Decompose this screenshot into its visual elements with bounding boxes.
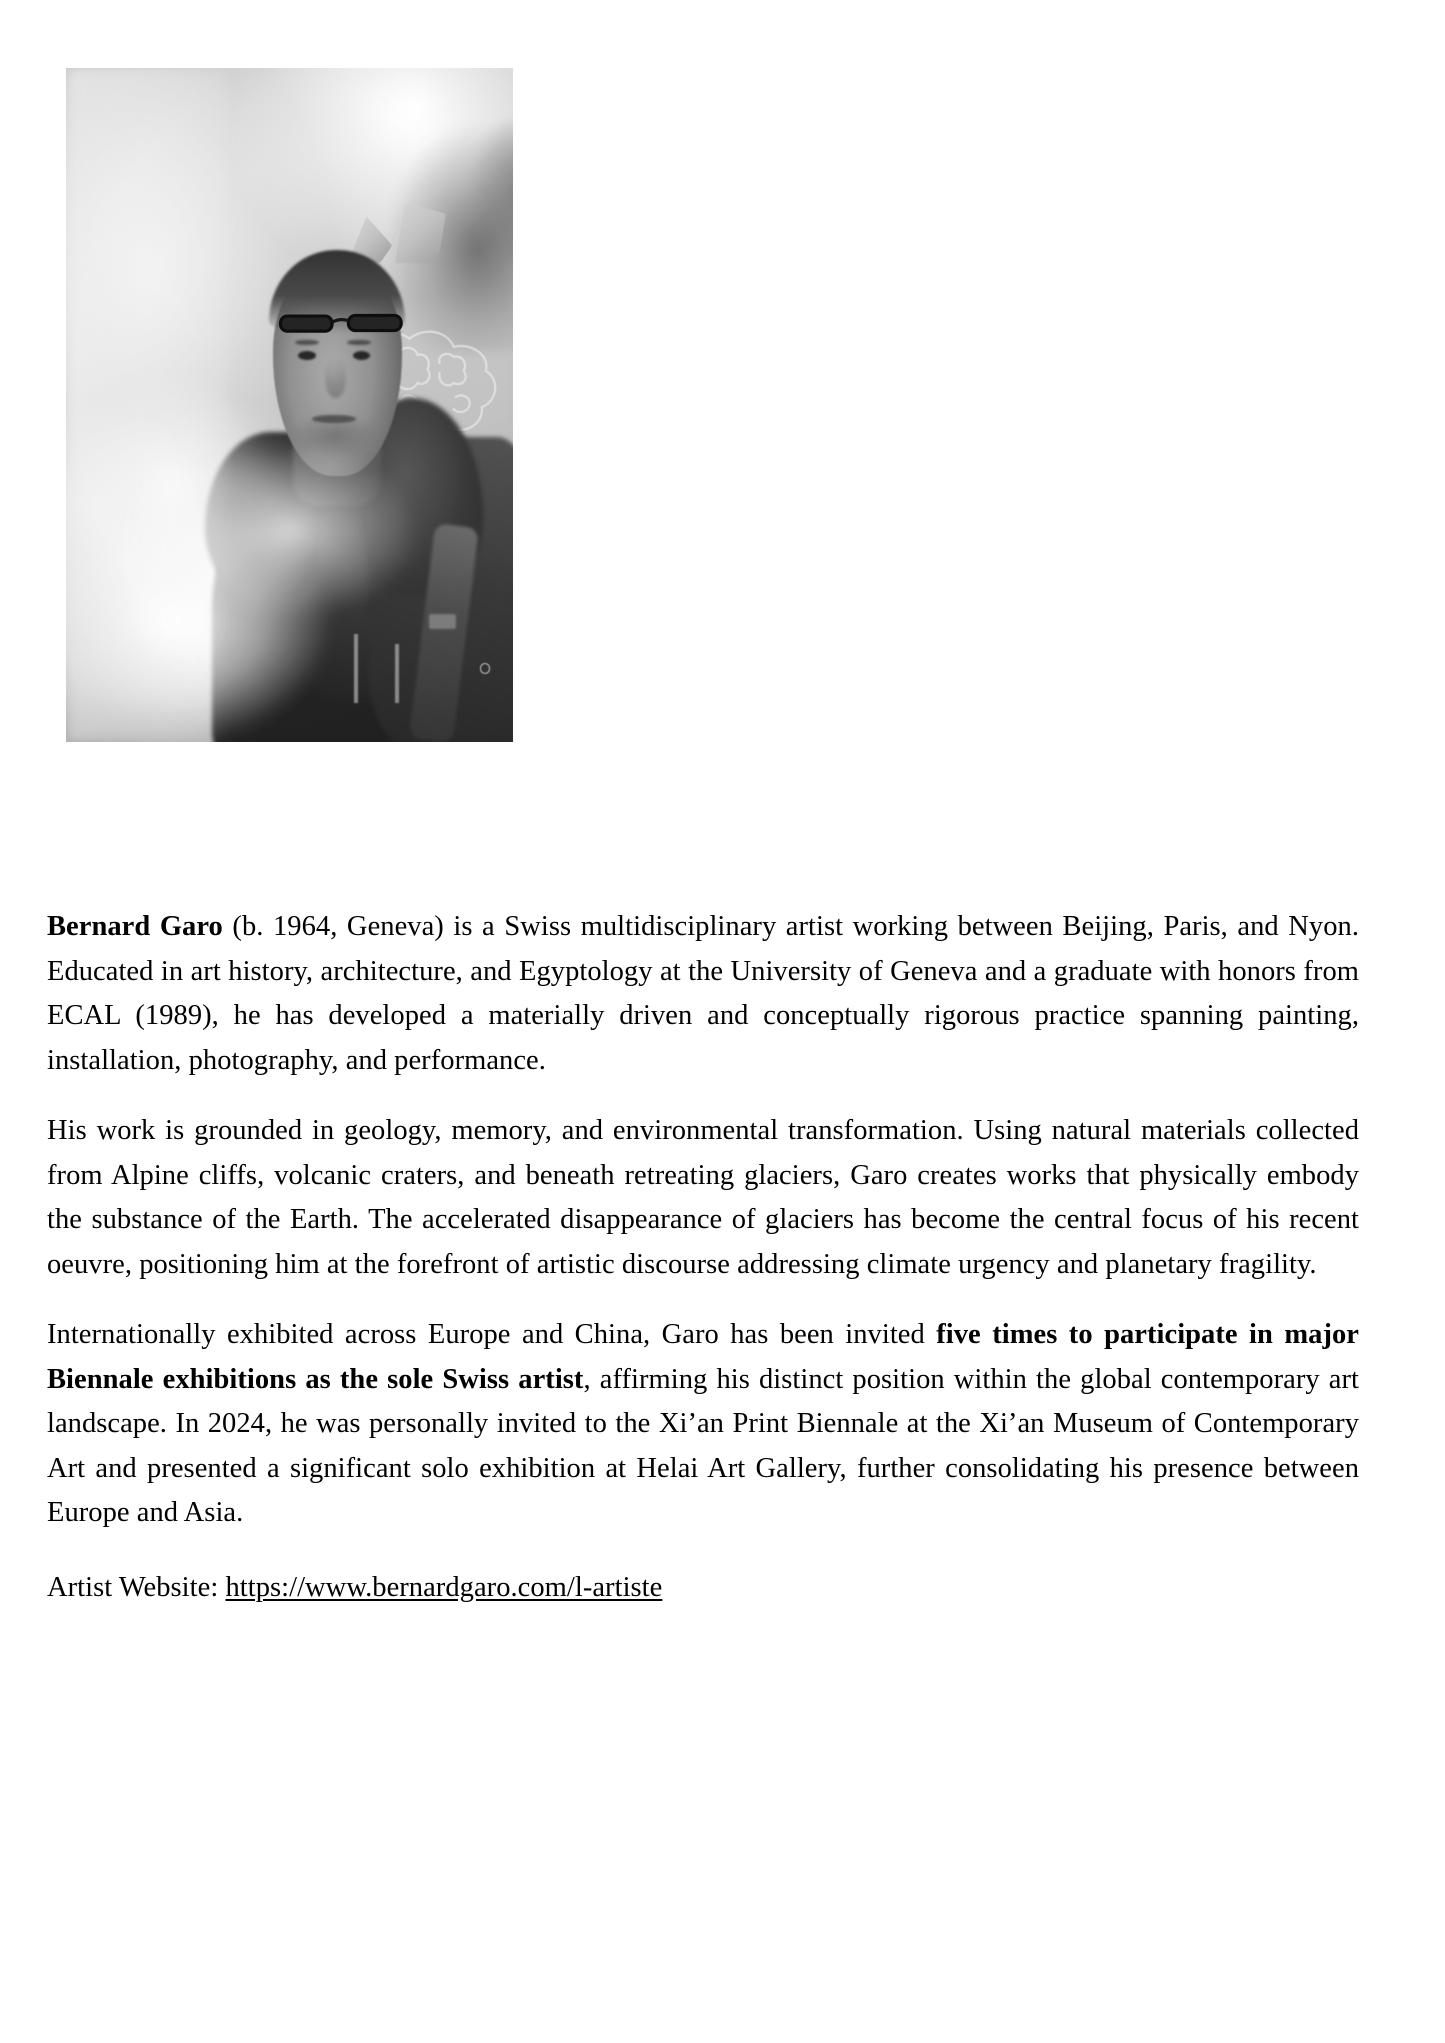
paragraph-bio-exhibitions-lead: Internationally exhibited across Europe and China, Garo has been invited [47,1319,937,1350]
paragraph-bio-practice-text: His work is grounded in geology, memory, and environmental transformation. Using natural materials collected from Alpine cliffs, volcanic craters, and beneath retreating glaciers, Garo creates works that physically embody the substance of the Earth. The accelerated disappearance of glaciers has become the central focus of his recent oeuvre, positioning him at the forefront of artistic discourse addressing climate urgency and planetary fragility. [47,1115,1359,1280]
paragraph-bio-exhibitions-tail: , affirming his distinct position within the global contemporary art landscape. In 2024, he was personally invited to the Xi’an Print Biennale at the Xi’an Museum of Contemporary Art and presented a significant solo exhibition at Helai Art Gallery, further consolidating his presence between Europe and Asia. [47,1363,1360,1528]
paragraph-bio-exhibitions [47,1313,1359,1536]
paragraph-bio-intro [47,905,1359,1083]
paragraph-bio-intro-text: (b. 1964, Geneva) is a Swiss multidisciplinary artist working between Beijing, Paris, and Nyon. Educated in art history, architecture, and Egyptology at the University of Geneva and a graduate with honors from ECAL (1989), he has developed a materially driven and conceptually rigorous practice spanning painting, installation, photography, and performance. [47,911,1360,1076]
portrait-image-stage [66,68,513,742]
artist-name-bold: Bernard Garo [47,911,223,942]
photo-vignette [66,68,513,742]
artist-portrait-photo [66,68,513,742]
biennale-highlight-bold: five times to participate in major Biennale exhibitions as the sole Swiss artist [47,1319,1359,1395]
artist-website-link[interactable]: https://www.bernardgaro.com/l-artiste [225,1571,663,1603]
artist-website-line [47,1566,1359,1611]
artist-biography-text [47,905,1359,1610]
artist-website-label: Artist Website: [47,1571,226,1603]
paragraph-bio-practice [47,1109,1359,1287]
